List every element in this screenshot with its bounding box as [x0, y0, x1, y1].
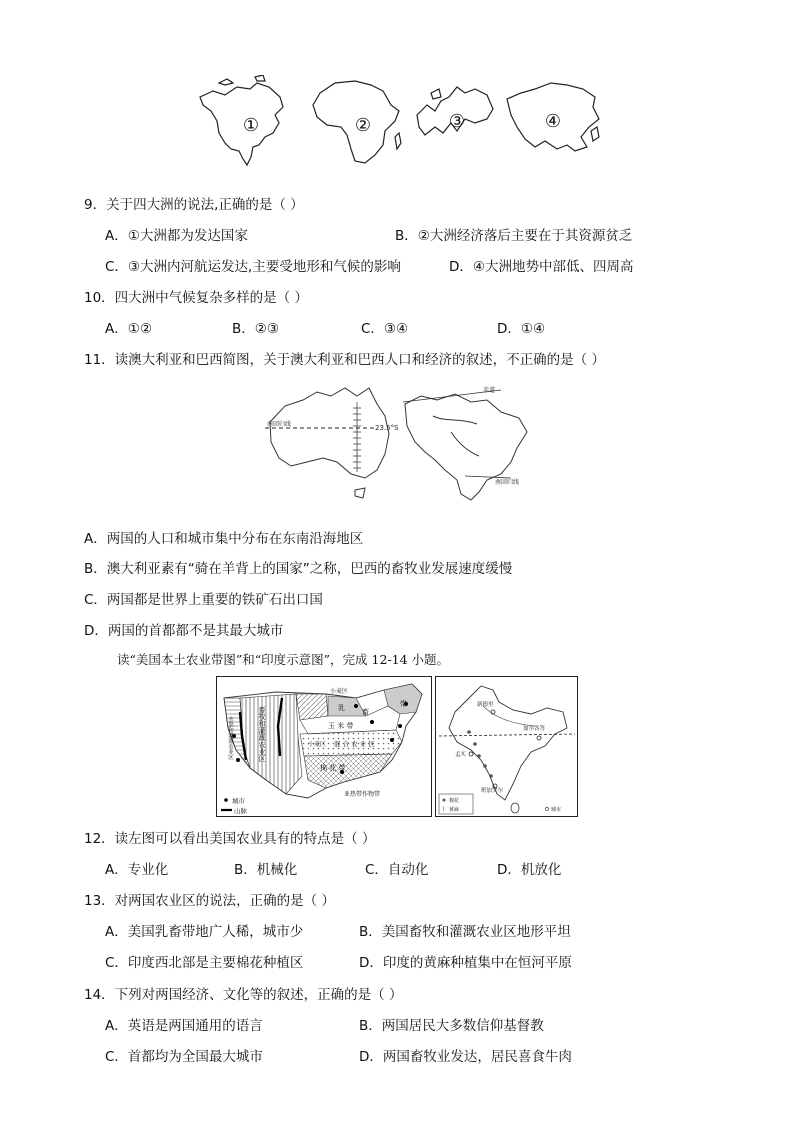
q12-option-b[interactable]: B．机械化 [234, 862, 298, 878]
q13-option-a[interactable]: A．美国乳畜带地广人稀，城市少 [105, 924, 304, 940]
india-city-mumbai: 孟买 [455, 752, 467, 758]
q10-option-c[interactable]: C．③④ [361, 321, 409, 337]
q12-stem: 12．读左图可以看出美国农业具有的特点是（ ） [84, 831, 376, 847]
q12-option-c[interactable]: C．自动化 [365, 862, 429, 878]
australia-brazil-figure [265, 382, 535, 507]
q13-stem: 13．对两国农业区的说法，正确的是（ ） [84, 893, 335, 909]
usa-legend-mountain: 山脉 [234, 807, 247, 815]
q9-stem: 9．关于四大洲的说法,正确的是（ ） [84, 197, 304, 213]
q11-option-d[interactable]: D．两国的首都都不是其最大城市 [84, 623, 284, 639]
tropic-label-left: 南回归线 [267, 421, 292, 428]
q13-option-d[interactable]: D．印度的黄麻种植集中在恒河平原 [359, 955, 572, 971]
tropic-value: 23.5°S [375, 424, 399, 432]
q11-option-c[interactable]: C．两国都是世界上重要的铁矿石出口国 [84, 592, 323, 608]
usa-legend-city: 城市 [232, 797, 245, 805]
zone-label-dairy-3: 带 [400, 700, 407, 708]
label-continent-3: ③ [448, 111, 466, 132]
zone-label-cotton: 棉 花 带 [320, 764, 346, 772]
india-legend-cotton: 棉花 [449, 798, 460, 804]
tropic-label-right: 南回归线 [495, 479, 520, 486]
australia-outline [270, 388, 389, 478]
india-city-bangalore: 班加罗尔 [481, 788, 504, 794]
q11-option-b[interactable]: B．澳大利亚素有“骑在羊背上的国家”之称，巴西的畜牧业发展速度缓慢 [84, 561, 513, 577]
zone-label-winter-wheat: 小麦区 [308, 741, 327, 748]
q9-option-d[interactable]: D．④大洲地势中部低、四周高 [449, 259, 634, 275]
label-continent-4: ④ [544, 111, 562, 132]
label-continent-2: ② [354, 115, 372, 136]
equator-label: 赤道 [483, 387, 496, 394]
continents-figure [195, 75, 605, 170]
india-legend-city: 城市 [551, 807, 562, 813]
q14-option-b[interactable]: B．两国居民大多数信仰基督教 [359, 1018, 544, 1034]
q14-option-a[interactable]: A．英语是两国通用的语言 [105, 1018, 263, 1034]
q11-option-a[interactable]: A．两国的人口和城市集中分布在东南沿海地区 [84, 531, 364, 547]
label-continent-1: ① [242, 115, 260, 136]
q10-option-a[interactable]: A．①② [105, 321, 152, 337]
zone-label-wheat-north: 小麦区 [330, 688, 349, 695]
intro-12-14: 读“美国本土农业带图”和“印度示意图”，完成 12-14 小题。 [117, 652, 450, 667]
zone-label-corn: 玉 米 带 [328, 722, 354, 730]
q13-option-c[interactable]: C．印度西北部是主要棉花种植区 [105, 955, 304, 971]
zone-label-west-coast: 水果和灌溉农业区 [227, 716, 233, 760]
zone-label-dairy-1: 乳 [338, 704, 345, 712]
india-map [435, 676, 578, 817]
zone-label-mixed: 混 合 农 业 区 [334, 740, 375, 748]
india-legend-jute: 黄麻 [449, 807, 460, 813]
q14-stem: 14．下列对两国经济、文化等的叙述，正确的是（ ） [84, 987, 403, 1003]
q12-option-d[interactable]: D．机放化 [497, 862, 562, 878]
usa-agriculture-map [216, 676, 432, 817]
q9-option-c[interactable]: C．③大洲内河航运发达,主要受地形和气候的影响 [105, 259, 401, 275]
q10-stem: 10．四大洲中气候复杂多样的是（ ） [84, 290, 308, 306]
q13-option-b[interactable]: B．美国畜牧和灌溉农业区地形平坦 [359, 924, 571, 940]
q9-option-a[interactable]: A．①大洲都为发达国家 [105, 228, 248, 244]
india-city-newdelhi: 新德里 [477, 702, 494, 708]
q10-option-b[interactable]: B．②③ [232, 321, 279, 337]
north-america-outline [200, 83, 283, 165]
zone-label-dairy-2: 畜 [362, 708, 369, 716]
zone-label-subtropical: 亚热带作物带 [344, 791, 381, 798]
q9-option-b[interactable]: B．②大洲经济落后主要在于其资源贫乏 [395, 228, 633, 244]
q14-option-c[interactable]: C．首都均为全国最大城市 [105, 1049, 263, 1065]
q14-option-d[interactable]: D．两国畜牧业发达，居民喜食牛肉 [359, 1049, 572, 1065]
jute-icon: ⌇ [442, 806, 445, 813]
q11-stem: 11．读澳大利亚和巴西简图，关于澳大利亚和巴西人口和经济的叙述，不正确的是（ ） [84, 352, 605, 368]
zone-label-pasture: 畜牧和灌溉农业区 [258, 706, 266, 762]
india-city-kolkata: 加尔各答 [523, 726, 546, 732]
q10-option-d[interactable]: D．①④ [497, 321, 546, 337]
q12-option-a[interactable]: A．专业化 [105, 862, 169, 878]
